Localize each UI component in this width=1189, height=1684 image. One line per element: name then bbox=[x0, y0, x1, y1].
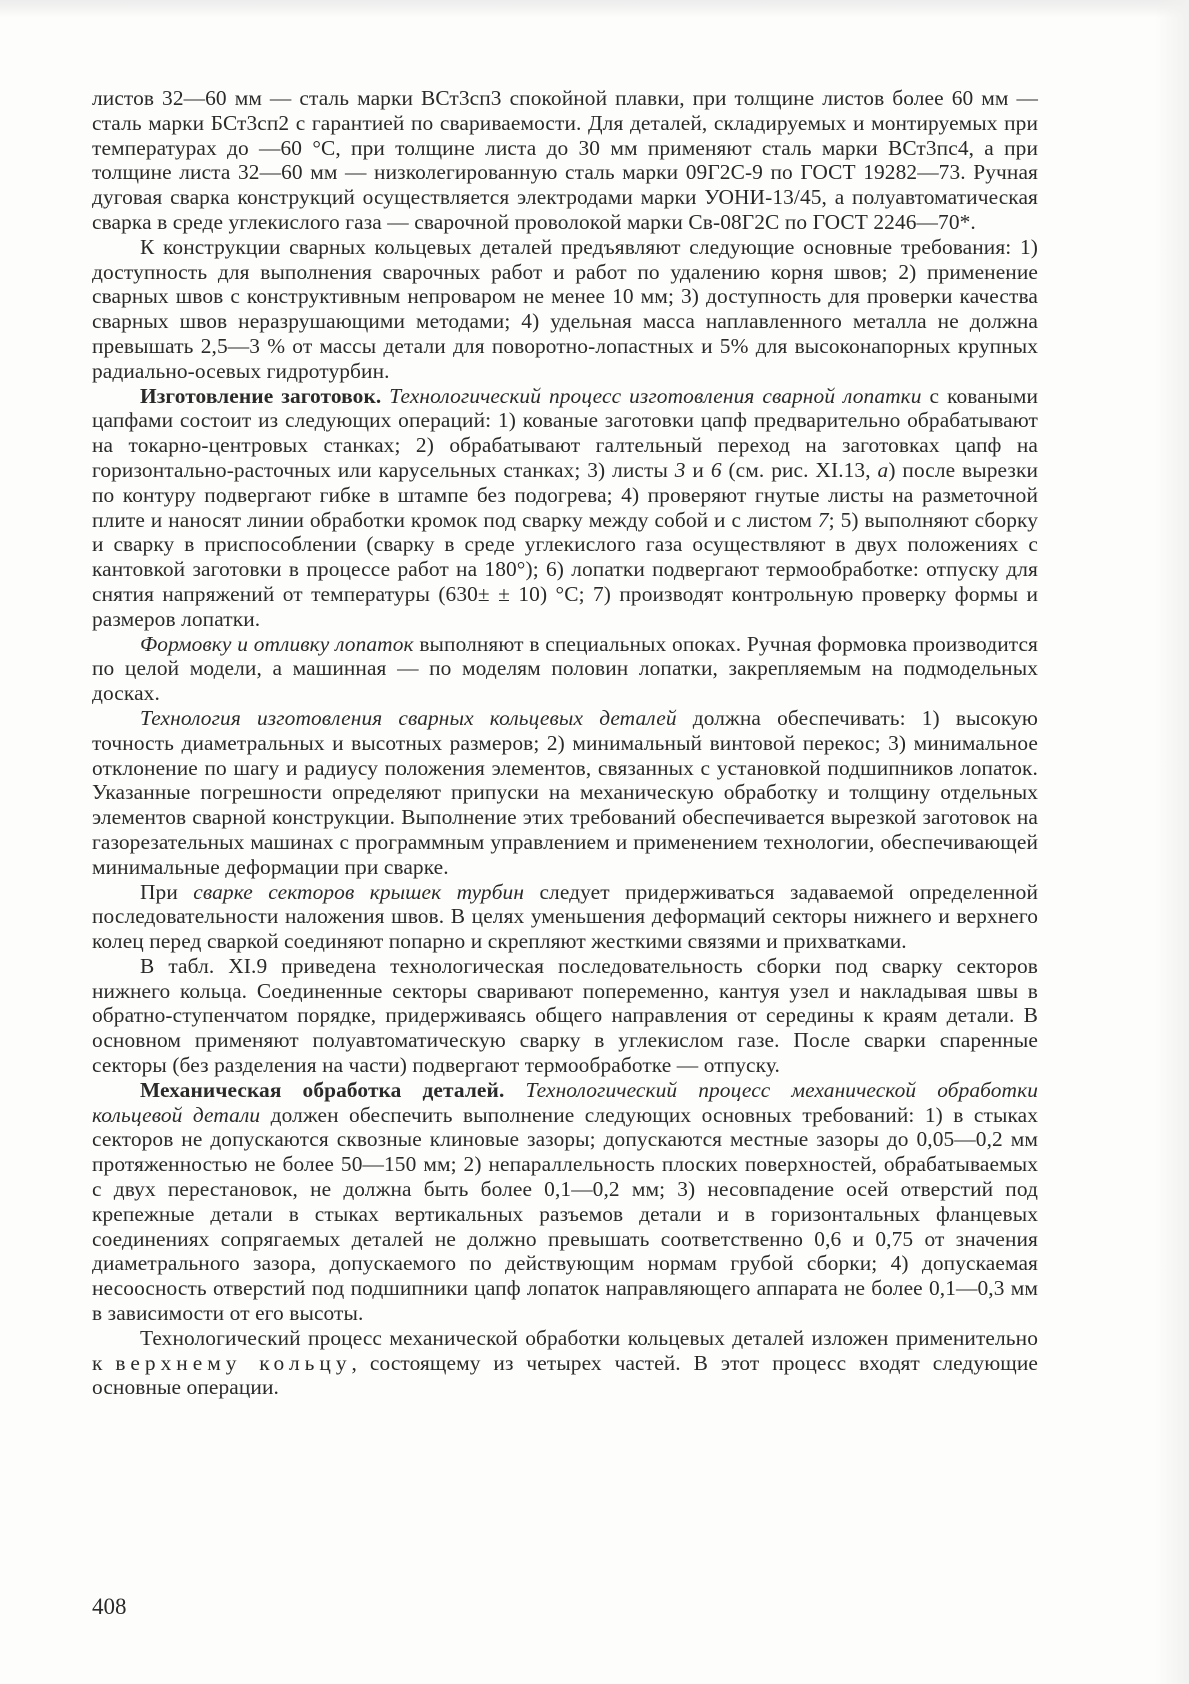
text-run: следует придерживаться задаваемой определенной последовательности наложения швов. В целях уменьшения деформаций секторы нижнего и верхнего колец перед сваркой соединяют попарно и скрепляют жесткими связями и прихватками. bbox=[92, 879, 1039, 954]
text-run: ; 5) выполняют сборку и сварку в приспособлении (сварку в среде углекислого газа осуществляют в двух положениях с кантовкой заготовки в процессе работ на 180°); 6) лопатки подвергают термообработке: отпуску для снятия напряжений от температуры (630± ± 10) °С; 7) производят контрольную проверку формы и размеров лопатки. bbox=[92, 507, 1038, 631]
text-run: К конструкции сварных кольцевых деталей предъявляют следующие основные требования: 1) доступность для выполнения сварочных работ и работ по удалению корня швов; 2) применение сварных швов с конструктивным непроваром не менее 10 мм; 3) доступность для проверки качества сварных швов неразрушающими методами; 4) удельная масса наплавленного металла не должна превышать 2,5—3 % от массы детали для поворотно-лопастных и 5% для высоконапорных крупных радиально-осевых гидротурбин. bbox=[92, 234, 1038, 383]
italic-term: 6 bbox=[710, 457, 722, 482]
text-run: листов 32—60 мм — сталь марки ВСт3сп3 спокойной плавки, при толщине листов более 60 мм — сталь марки БСт3сп2 с гарантией по свариваемости. Для деталей, складируемых и монтируемых при температурах до —60 °С, при толщине листа до 30 мм применяют сталь марки ВСт3пс4, а при толщине листа 32—60 мм — низколегированную сталь марки 09Г2С-9 по ГОСТ 19282—73. Ручная дуговая сварка конструкций осуществляется электродами марки УОНИ-13/45, а полуавтоматическая сварка в среде углекислого газа — сварочной проволокой марки Св-08Г2С по ГОСТ 2246—70*. bbox=[92, 86, 1038, 234]
paragraph-cover-sector-welding bbox=[92, 880, 1038, 954]
text-run: ) после вырезки по контуру подвергают гибке в штампе без подогрева; 4) проверяют гнутые листы на разметочной плите и наносят линии обработки кромок под сварку между собой и с листом bbox=[92, 457, 1038, 532]
paragraph-steel-grades bbox=[92, 86, 1038, 235]
paragraph-blade-moulding bbox=[92, 632, 1038, 706]
spaced-emphasis: верхнему кольцу bbox=[115, 1350, 352, 1375]
text-run: с коваными цапфами состоит из следующих операций: 1) кованые заготовки цапф предварительно обрабатывают на токарно-центровых станках; 2) обрабатывают галтельный переход на заготовках цапф на горизонтально-расточных или карусельных станках; 3) листы bbox=[92, 383, 1038, 482]
text-run: (см. рис. XI.13, bbox=[721, 457, 878, 482]
italic-term: Технологический процесс механической обработки кольцевой детали bbox=[92, 1077, 1038, 1127]
scan-top-edge bbox=[0, 0, 1189, 18]
italic-term: Технологический процесс изготовления сварной лопатки bbox=[389, 383, 922, 408]
paragraph-machining-requirements bbox=[92, 1078, 1038, 1326]
section-heading: Изготовление заготовок. bbox=[140, 383, 382, 408]
italic-term: 3 bbox=[674, 457, 686, 482]
text-run: должна обеспечивать: 1) высокую точность диаметральных и высотных размеров; 2) минимальный винтовой перекос; 3) минимальное отклонение по шагу и радиусу положения элементов, связанных с установкой подшипников лопаток. Указанные погрешности определяют припуски на механическую обработку и толщину отдельных элементов сварной конструкции. Выполнение этих требований обеспечивается вырезкой заготовок на газорезательных машинах с программным управлением и применением технологии, обеспечивающей минимальные деформации при сварке. bbox=[92, 705, 1038, 879]
italic-term: Технология изготовления сварных кольцевых деталей bbox=[140, 705, 677, 730]
text-run: выполняют в специальных опоках. Ручная формовка производится по целой модели, а машинная — по моделям половин лопатки, закрепляемым на подмодельных досках. bbox=[92, 631, 1038, 706]
body-text bbox=[92, 86, 1038, 1400]
text-run: , состоящему из четырех частей. В этот процесс входят следующие основные операции. bbox=[92, 1350, 1038, 1400]
paragraph-design-requirements bbox=[92, 235, 1038, 384]
text-run: Технологический процесс механической обработки кольцевых деталей изложен применительно к bbox=[92, 1325, 1038, 1375]
text-run: и bbox=[685, 457, 711, 482]
scan-right-edge bbox=[1155, 0, 1189, 1684]
italic-term: 7 bbox=[817, 507, 829, 532]
text-run: При bbox=[140, 879, 194, 904]
text-run: должен обеспечить выполнение следующих основных требований: 1) в стыках секторов не допускаются сквозные клиновые зазоры; допускаются местные зазоры до 0,05—0,2 мм протяженностью не более 50—150 мм; 2) непараллельность плоских поверхностей, обрабатываемых с двух перестановок, не должна быть более 0,1—0,2 мм; 3) несовпадение осей отверстий под крепежные детали в стыках вертикальных разъемов детали и в горизонтальных фланцевых соединениях сопрягаемых деталей не должно превышать соответственно 0,6 и 0,75 от значения диаметрального зазора, допускаемого по действующим нормам грубой сборки; 4) допускаемая несоосность отверстий под подшипники цапф лопаток направляющего аппарата не более 0,1—0,3 мм в зависимости от его высоты. bbox=[92, 1102, 1038, 1326]
paragraph-upper-ring-process bbox=[92, 1326, 1038, 1400]
page-number: 408 bbox=[92, 1594, 127, 1619]
italic-term: сварке секторов крышек турбин bbox=[193, 879, 525, 904]
section-heading: Механическая обработка деталей. bbox=[140, 1077, 505, 1102]
text-run: В табл. XI.9 приведена технологическая последовательность сборки под сварку секторов нижнего кольца. Соединенные секторы сваривают попеременно, кантуя узел и накладывая швы в обратно-ступенчатом порядке, придерживаясь общего направления от середины к краям детали. В основном применяют полуавтоматическую сварку в углекислом газе. После сварки спаренные секторы (без разделения на части) подвергают термообработке — отпуску. bbox=[92, 953, 1038, 1078]
text-run bbox=[504, 1078, 525, 1102]
paragraph-assembly-sequence bbox=[92, 954, 1038, 1078]
paragraph-ring-parts-technology bbox=[92, 706, 1038, 880]
paragraph-blank-manufacturing bbox=[92, 384, 1038, 632]
italic-term: Формовку и отливку лопаток bbox=[140, 631, 414, 656]
italic-term: а bbox=[877, 457, 889, 482]
